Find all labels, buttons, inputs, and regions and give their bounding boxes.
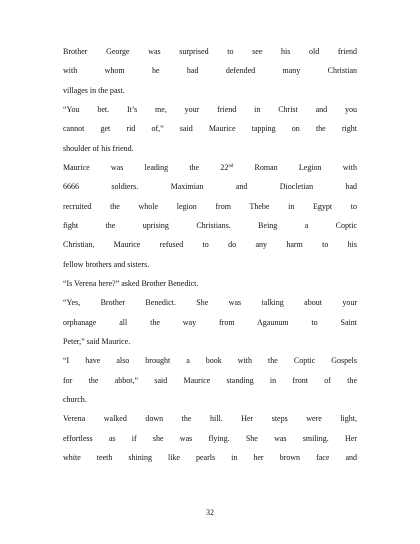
- text-run: effortless as if she was flying. She was smiling. Her: [63, 433, 357, 443]
- text-run: cannot get rid of,” said Maurice tapping on the right: [63, 124, 357, 134]
- text-run: Christian, Maurice refused to do any harm to his: [63, 240, 357, 250]
- text-run: church.: [63, 394, 87, 404]
- text-line: [63, 409, 357, 428]
- text-run: with whom he had defended many Christian: [63, 66, 357, 76]
- text-line: [63, 177, 357, 196]
- text-run: “I have also brought a book with the Coptic Gospels: [63, 356, 357, 366]
- text-line: [63, 274, 357, 293]
- text-line: [63, 42, 357, 61]
- text-line: [63, 429, 357, 448]
- ordinal-superscript: nd: [228, 163, 234, 169]
- text-line: [63, 351, 357, 370]
- text-line: [63, 235, 357, 254]
- text-run: Verena walked down the hill. Her steps were light,: [63, 414, 357, 424]
- text-line: [63, 197, 357, 216]
- text-run: orphanage all the way from Agaunum to Saint: [63, 317, 357, 327]
- text-run: “Is Verena here?” asked Brother Benedict.: [63, 278, 199, 288]
- text-line: [63, 61, 357, 80]
- text-run: Peter,” said Maurice.: [63, 336, 131, 346]
- text-run: villages in the past.: [63, 85, 125, 95]
- text-line: [63, 100, 357, 119]
- body-text: [63, 42, 357, 467]
- text-line: [63, 313, 357, 332]
- text-line: [63, 139, 357, 158]
- text-run: fellow brothers and sisters.: [63, 259, 150, 269]
- text-line: [63, 119, 357, 138]
- text-run: 6666 soldiers. Maximian and Diocletian had: [63, 182, 357, 192]
- text-run: white teeth shining like pearls in her brown face and: [63, 452, 357, 462]
- text-line: [63, 371, 357, 390]
- text-line: [63, 158, 357, 177]
- text-run: Brother George was surprised to see his old friend: [63, 47, 357, 56]
- text-run: “You bet. It’s me, your friend in Christ and you: [63, 104, 357, 114]
- text-run: fight the uprising Christians. Being a Coptic: [63, 220, 357, 230]
- text-line: [63, 390, 357, 409]
- text-line: [63, 216, 357, 235]
- text-line: [63, 255, 357, 274]
- text-run: recruited the whole legion from Thebe in Egypt to: [63, 201, 357, 211]
- text-run: shoulder of his friend.: [63, 143, 134, 153]
- text-run: “Yes, Brother Benedict. She was talking about your: [63, 298, 357, 308]
- page-number: 32: [206, 508, 214, 517]
- text-run: for the abbot,” said Maurice standing in front of the: [63, 375, 357, 385]
- text-line: [63, 293, 357, 312]
- text-run: Maurice was leading the 22: [63, 162, 229, 172]
- text-line: [63, 332, 357, 351]
- text-line: [63, 448, 357, 467]
- text-run: Roman Legion with: [233, 162, 357, 172]
- text-line: [63, 81, 357, 100]
